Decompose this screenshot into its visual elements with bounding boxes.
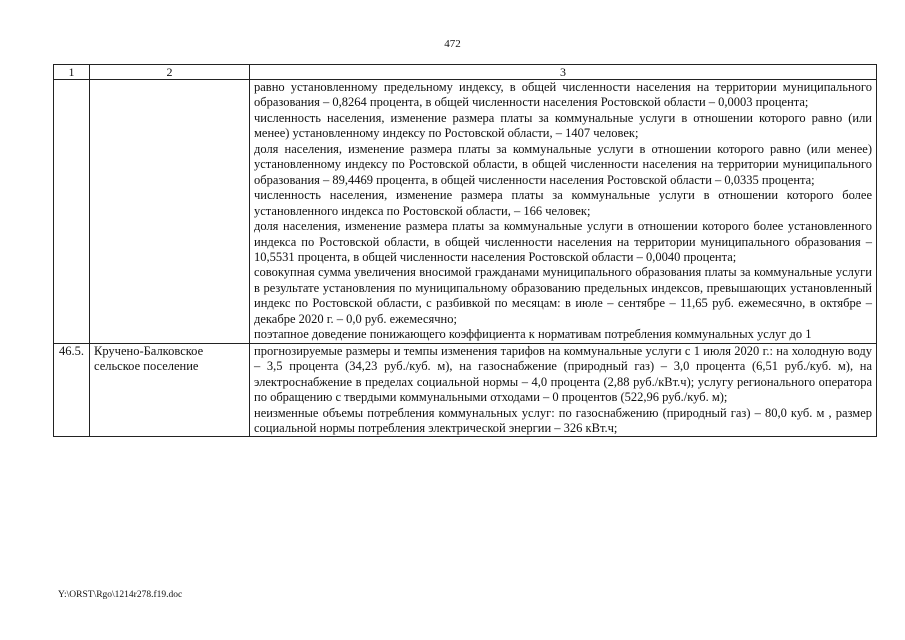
table-header-row: [54, 65, 877, 80]
settlement-name: [90, 80, 250, 344]
paragraph: совокупная сумма увеличения вносимой гражданами муниципального образования платы за коммунальные услуги в результате установления по муниципальному образованию предельных индексов, превышающих установленный индекс по Ростовской области, с разбивкой по месяцам: в июле – сентябре – 11,65 руб. ежемесячно, в октябре – декабре 2020 г. – 0,0 руб. ежемесячно;: [254, 265, 872, 326]
settlement-name: Кручено-Балковское сельское поселение: [90, 343, 250, 437]
footer-file-path: Y:\ORST\Rgo\1214r278.f19.doc: [58, 590, 183, 600]
description-cell: [250, 80, 877, 344]
row-number: [54, 80, 90, 344]
paragraph: численность населения, изменение размера платы за коммунальные услуги в отношении которого равно (или менее) установленному индексу по Ростовской области, – 1407 человек;: [254, 110, 872, 141]
paragraph: прогнозируемые размеры и темпы изменения тарифов на коммунальные услуги с 1 июля 2020 г.: на холодную воду – 3,5 процента (34,23 руб./куб. м), на газоснабжение (природный газ) – 3,0 процента (6,51 руб./куб. м), на электроснабжение в пределах социальной нормы – 4,0 процента (2,88 руб./кВт.ч); услугу регионального оператора по обращению с твердыми коммунальными отходами – 0 процентов (522,96 руб./куб. м);: [254, 343, 872, 405]
description-cell: [250, 343, 877, 437]
paragraph: неизменные объемы потребления коммунальных услуг: по газоснабжению (природный газ) – 80,0 куб. м , размер социальной нормы потребления электрической энергии – 326 кВт.ч;: [254, 405, 872, 435]
paragraph: доля населения, изменение размера платы за коммунальные услуги в отношении которого равно (или менее) установленному индексу по Ростовской области, в общей численности населения на территории муниципального образования – 89,4469 процента, в общей численности населения Ростовской области – 0,0335 процента;: [254, 141, 872, 187]
paragraph: доля населения, изменение размера платы за коммунальные услуги в отношении которого более установленного индекса по Ростовской области, в общей численности населения на территории муниципального образования – 10,5531 процента, в общей численности населения Ростовской области – 0,0040 процента;: [254, 219, 872, 264]
paragraph: равно установленному предельному индексу, в общей численности населения на территории муниципального образования – 0,8264 процента, в общей численности населения Ростовской области – 0,0003 процента;: [254, 80, 872, 110]
header-cell-1: 1: [54, 65, 90, 80]
header-cell-2: 2: [90, 65, 250, 80]
page-number: 472: [444, 38, 461, 50]
paragraph: поэтапное доведение понижающего коэффициента к нормативам потребления коммунальных услуг до 1: [254, 327, 812, 342]
document-table: [53, 64, 877, 437]
header-cell-3: 3: [250, 65, 877, 80]
table-row: [54, 343, 877, 437]
paragraph: численность населения, изменение размера платы за коммунальные услуги в отношении которого более установленного индекса по Ростовской области, – 166 человек;: [254, 188, 872, 218]
table-row: [54, 80, 877, 344]
row-number: 46.5.: [54, 343, 90, 437]
